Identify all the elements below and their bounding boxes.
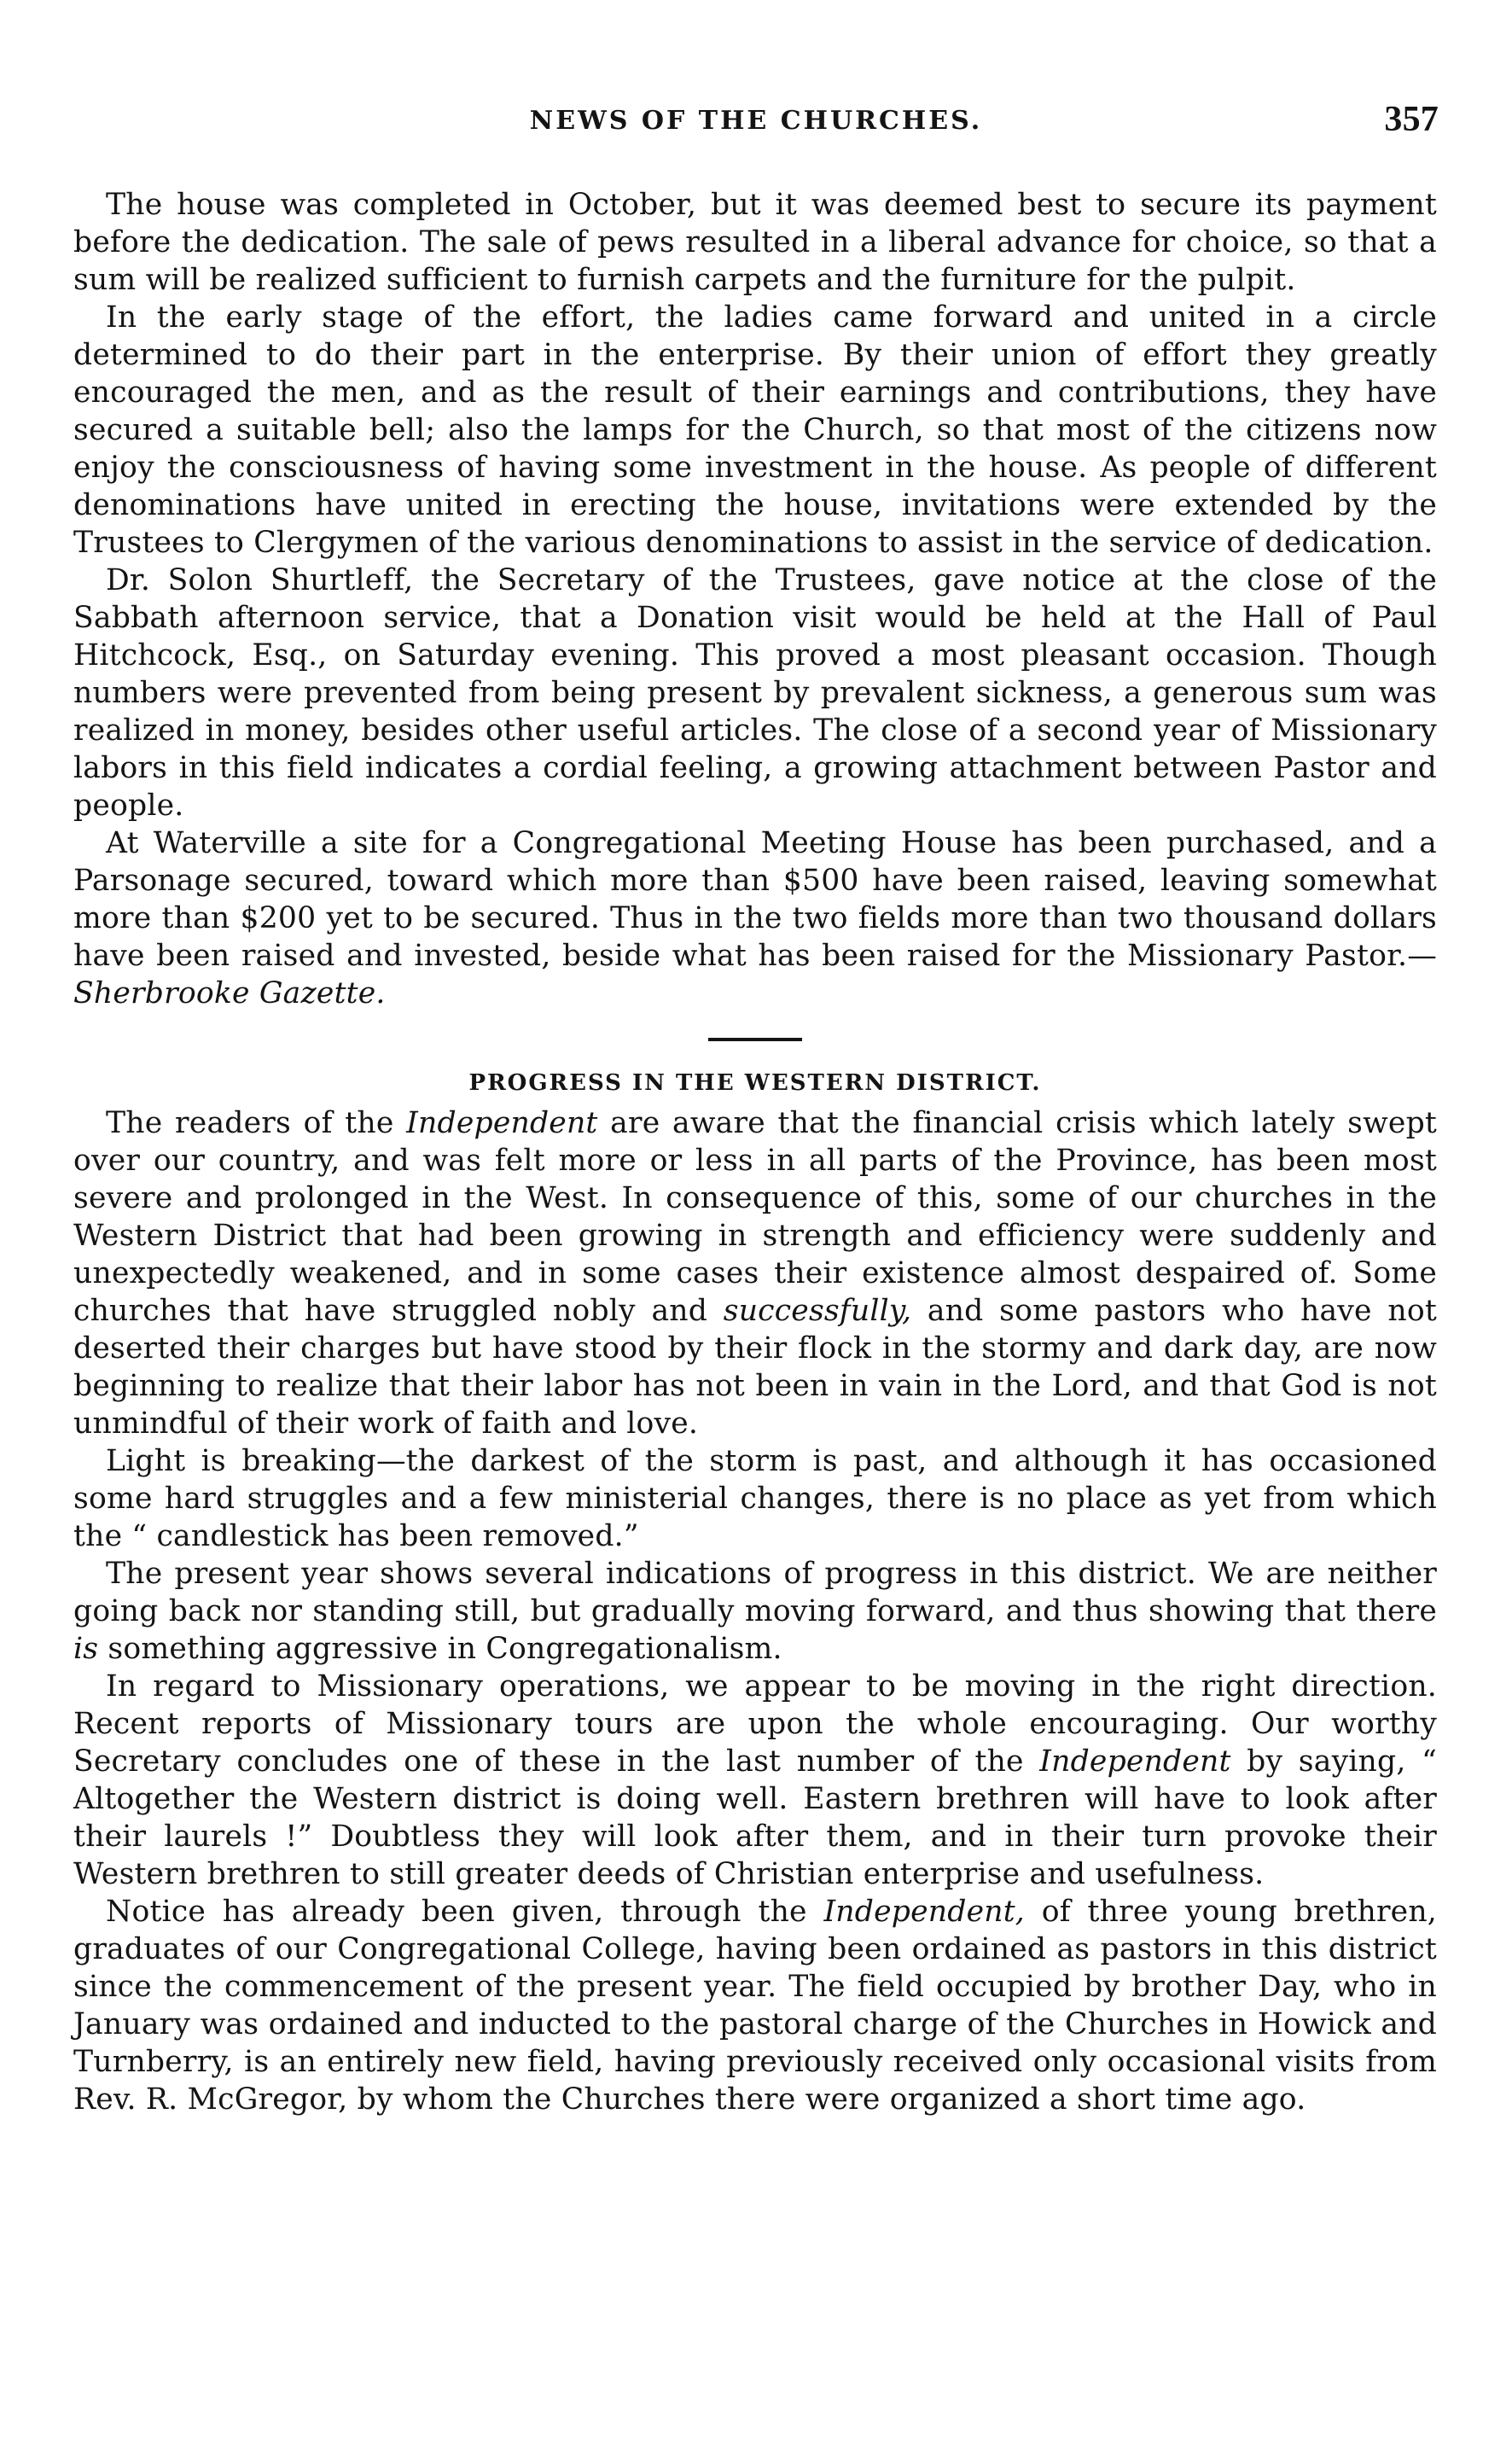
paragraph-financial-crisis [73, 1104, 1437, 1442]
text-run: are aware that the financial crisis which lately swept over our country, and was felt more or less in all parts of the Province, has been most severe and prolonged in the West. In consequence of this, some of our churches in the Western District that had been growing in strength and efficiency were suddenly and unexpectedly weakened, and in some cases their existence almost despaired of. Some churches that have struggled nobly and [73, 1106, 1437, 1328]
text-column [73, 186, 1437, 2118]
text-run: The readers of the [106, 1106, 407, 1140]
text-run: and some pastors who have not deserted their charges but have stood by their flock in the stormy and dark day, are now beginning to realize that their labor has not been in vain in the Lord, and that God is not unmindful of their work of faith and love. [73, 1294, 1437, 1441]
paragraph-waterville-text: At Waterville a site for a Congregational Meeting House has been purchased, and a Parsonage secured, toward which more than $500 have been raised, leaving somewhat more than $200 yet to be secured. Thus in the two fields more than two thousand dollars have been raised and invested, beside what has been raised for the Missionary Pastor.— [73, 826, 1437, 973]
source-citation: Sherbrooke Gazette. [73, 976, 386, 1010]
paragraph-donation-visit: Dr. Solon Shurtleff, the Secretary of the Trustees, gave notice at the close of the Sabbath afternoon service, that a Donation visit would be held at the Hall of Paul Hitchcock, Esq., on Saturday evening. This proved a most pleasant occasion. Though numbers were prevented from being present by prevalent sickness, a generous sum was realized in money, besides other useful articles. The close of a second year of Missionary labors in this field indicates a cordial feeling, a growing attachment between Pastor and people. [73, 563, 1437, 823]
paragraph-waterville [73, 824, 1437, 1012]
paragraph-ladies-circle: In the early stage of the effort, the ladies came forward and united in a circle determined to do their part in the enterprise. By their union of effort they greatly encouraged the men, and as the result of their earnings and contributions, they have secured a suitable bell; also the lamps for the Church, so that most of the citizens now enjoy the consciousness of having some investment in the house. As people of different denominations have united in erecting the house, invitations were extended by the Trustees to Clergymen of the various denominations to assist in the service of dedication. [73, 300, 1437, 560]
paragraph-missionary-operations [73, 1668, 1437, 1893]
paragraph-ordained-brethren [73, 1893, 1437, 2118]
text-run: of three young brethren, graduates of our Congregational College, having been ordained as pastors in this district since the commencement of the present year. The field occupied by brother Day, who in January was ordained and inducted to the pastoral charge of the Churches in Howick and Turnberry, is an entirely new field, having previously received only occasional visits from Rev. R. McGregor, by whom the Churches there were organized a short time ago. [73, 1895, 1438, 2117]
text-run: The present year shows several indications of progress in this district. We are neither going back nor standing still, but gradually moving forward, and thus showing that there [73, 1557, 1437, 1628]
text-run: In regard to Missionary operations, we appear to be moving in the right direction. Recent reports of Missionary tours are upon the whole encouraging. Our worthy Secretary concludes one of these in the last number of the [73, 1669, 1437, 1779]
text-run: by saying, “ Altogether the Western district is doing well. Eastern brethren will have to look after their laurels !” Doubtless they will look after them, and in their turn provoke their Western brethren to still greater deeds of Christian enterprise and usefulness. [73, 1744, 1437, 1891]
running-head [73, 99, 1439, 150]
running-title: NEWS OF THE CHURCHES. [529, 106, 983, 136]
text-run: Notice has already been given, through the [106, 1895, 824, 1929]
paragraph-present-year [73, 1555, 1437, 1668]
paragraph-house-completed: The house was completed in October, but it was deemed best to secure its payment before the dedication. The sale of pews resulted in a liberal advance for choice, so that a sum will be realized sufficient to furnish carpets and the furniture for the pulpit. [73, 188, 1437, 297]
italic-run: Independent, [823, 1895, 1026, 1929]
section-heading: PROGRESS IN THE WESTERN DISTRICT. [468, 1070, 1042, 1096]
page-number: 357 [1384, 100, 1439, 139]
italic-run: successfully, [723, 1294, 912, 1328]
italic-run: Independent [406, 1106, 598, 1140]
paragraph-light-breaking: Light is breaking—the darkest of the storm is past, and although it has occasioned some hard struggles and a few ministerial changes, there is no place as yet from which the “ candlestick has been removed.” [73, 1444, 1437, 1553]
italic-run: is [73, 1632, 99, 1666]
section-divider [708, 1038, 802, 1041]
italic-run: Independent [1039, 1744, 1231, 1779]
text-run: something aggressive in Congregationalism. [98, 1632, 782, 1666]
